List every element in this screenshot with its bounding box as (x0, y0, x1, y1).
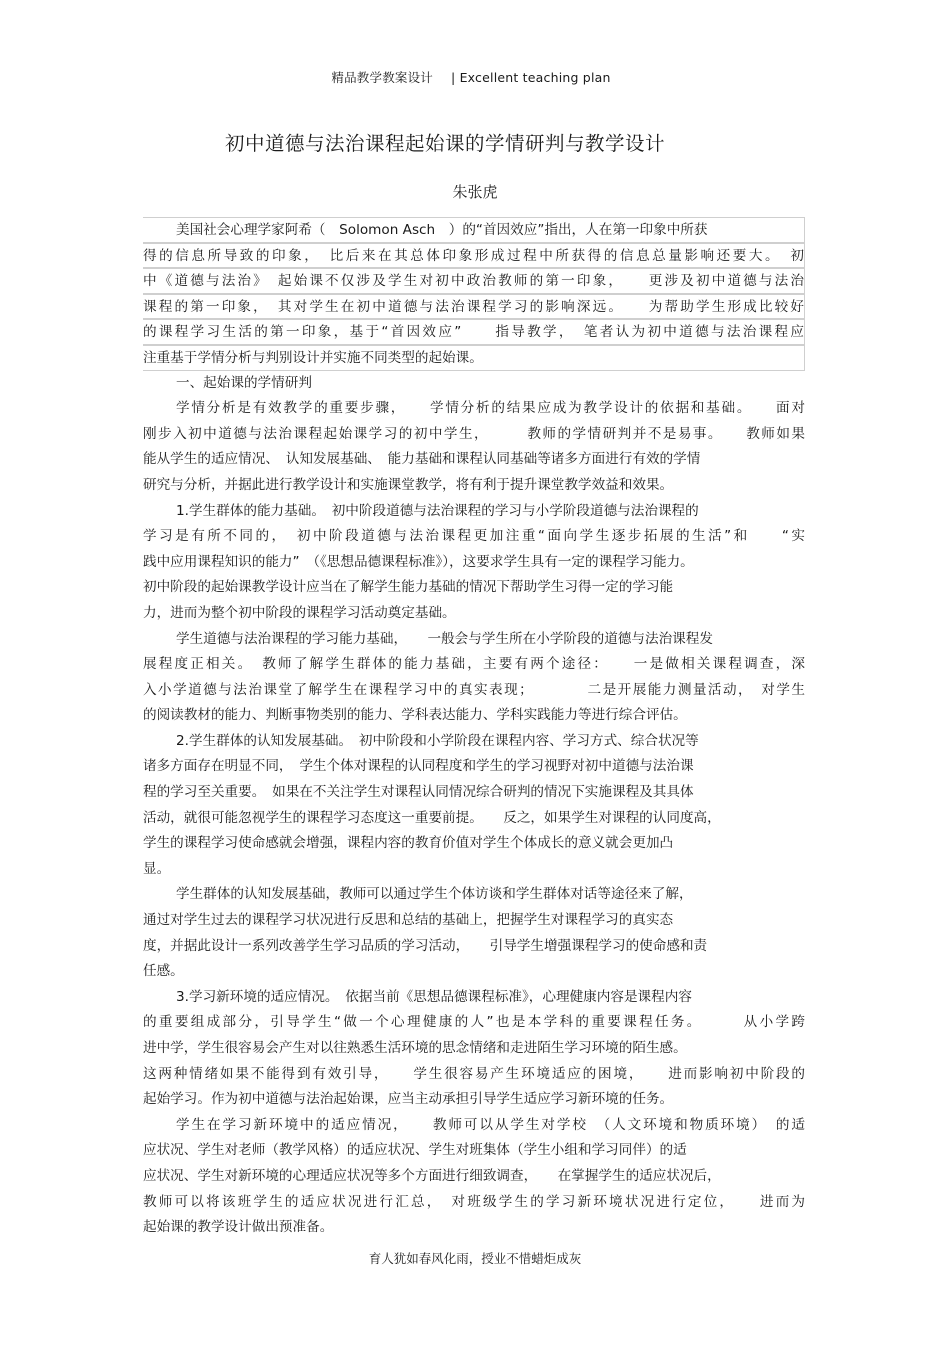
header-left-text: 精品教学教案设计 (331, 70, 433, 85)
text-line: 诸多方面存在明显不同， 学生个体对课程的认同程度和学生的学习视野对初中道德与法治课 (143, 758, 694, 775)
text-line: 3.学习新环境的适应情况。 依据当前《思想品德课程标准》，心理健康内容是课程内容 (176, 988, 692, 1005)
text-line: 1.学生群体的能力基础。 初中阶段道德与法治课程的学习与小学阶段道德与法治课程的 (176, 502, 699, 519)
text-line: 这两种情绪如果不能得到有效引导， 学生很容易产生环境适应的困境， 进而影响初中阶段的 (143, 1065, 805, 1082)
text-line: 入小学道德与法治课堂了解学生在课程学习中的真实表现； 二是开展能力测量活动， 对学生 (143, 681, 805, 698)
text-line: 通过对学生过去的课程学习状况进行反思和总结的基础上，把握学生对课程学习的真实态 (143, 912, 674, 929)
text-line: 程的学习至关重要。 如果在不关注学生对课程认同情况综合研判的情况下实施课程及其具体 (143, 784, 694, 801)
text-line: 注重基于学情分析与判别设计并实施不同类型的起始课。 (143, 345, 805, 371)
text-line: 教师可以将该班学生的适应状况进行汇总， 对班级学生的学习新环境状况进行定位， 进而为 (143, 1193, 805, 1210)
text-line: 美国社会心理学家阿希（ Solomon Asch ）的“首因效应”指出，人在第一印象中所获 (143, 217, 805, 243)
text-line: 的重要组成部分，引导学生“做一个心理健康的人”也是本学科的重要课程任务。 从小学跨 (143, 1014, 805, 1031)
text-line: 学生群体的认知发展基础，教师可以通过学生个体访谈和学生群体对话等途径来了解， (176, 886, 693, 903)
author-name: 朱张虎 (452, 183, 498, 201)
page-footer: 育人犹如春风化雨，授业不惜蜡炬成灰 (368, 1251, 582, 1266)
text-line: 度，并据此设计一系列改善学生学习品质的学习活动， 引导学生增强课程学习的使命感和责 (143, 937, 708, 954)
text-line: 应状况、学生对老师（教学风格）的适应状况、学生对班集体（学生小组和学习同伴）的适 (143, 1142, 687, 1159)
text-line: 践中应用课程知识的能力” （《思想品德课程标准》），这要求学生具有一定的课程学习能力。 (143, 553, 694, 570)
text-line: 得的信息所导致的印象， 比后来在其总体印象形成过程中所获得的信息总量影响还要大。 初 (143, 243, 805, 269)
text-line: 应状况、学生对新环境的心理适应状况等多个方面进行细致调查， 在掌握学生的适应状况后， (143, 1167, 721, 1184)
text-line: 起始课的教学设计做出预准备。 (143, 1219, 334, 1236)
document-title: 初中道德与法治课程起始课的学情研判与教学设计 (224, 132, 665, 155)
text-line: 课程的第一印象， 其对学生在初中道德与法治课程学习的影响深远。 为帮助学生形成比较好 (143, 294, 805, 320)
text-line: 的课程学习生活的第一印象，基于“首因效应” 指导教学， 笔者认为初中道德与法治课程应 (143, 319, 805, 345)
text-line: 研究与分析，并据此进行教学设计和实施课堂教学，将有利于提升课堂教学效益和效果。 (143, 476, 674, 493)
text-line: 2.学生群体的认知发展基础。 初中阶段和小学阶段在课程内容、学习方式、综合状况等 (176, 732, 699, 749)
text-line: 学习是有所不同的， 初中阶段道德与法治课程更加注重“面向学生逐步拓展的生活”和 “实 (143, 528, 805, 545)
text-line: 学生的课程学习使命感就会增强，课程内容的教育价值对学生个体成长的意义就会更加凸 (143, 835, 674, 852)
text-line: 力，进而为整个初中阶段的课程学习活动奠定基础。 (143, 604, 456, 621)
text-line: 展程度正相关。 教师了解学生群体的能力基础，主要有两个途径： 一是做相关课程调查，深 (143, 656, 805, 673)
text-line: 显。 (143, 860, 171, 877)
text-line: 学情分析是有效教学的重要步骤， 学情分析的结果应成为教学设计的依据和基础。 面对 (176, 400, 805, 417)
article-body (143, 217, 805, 1241)
text-line: 学生道德与法治课程的学习能力基础， 一般会与学生所在小学阶段的道德与法治课程发 (176, 630, 713, 647)
header-right-text: | Excellent teaching plan (451, 70, 611, 85)
page-header (0, 68, 950, 86)
text-line: 任感。 (143, 963, 184, 980)
text-line: 起始学习。作为初中道德与法治起始课，应当主动承担引导学生适应学习新环境的任务。 (143, 1091, 674, 1108)
text-line: 一、起始课的学情研判 (176, 374, 312, 391)
text-line: 初中阶段的起始课教学设计应当在了解学生能力基础的情况下帮助学生习得一定的学习能 (143, 579, 674, 596)
text-line: 能从学生的适应情况、 认知发展基础、 能力基础和课程认同基础等诸多方面进行有效的学情 (143, 451, 701, 468)
text-line: 中《道德与法治》 起始课不仅涉及学生对初中政治教师的第一印象， 更涉及初中道德与法治 (143, 268, 805, 294)
text-line: 活动，就很可能忽视学生的课程学习态度这一重要前提。 反之，如果学生对课程的认同度高， (143, 809, 721, 826)
text-line: 的阅读教材的能力、判断事物类别的能力、学科表达能力、学科实践能力等进行综合评估。 (143, 707, 687, 724)
text-line: 刚步入初中道德与法治课程起始课学习的初中学生， 教师的学情研判并不是易事。 教师如果 (143, 425, 805, 442)
text-line: 学生在学习新环境中的适应情况， 教师可以从学生对学校 （人文环境和物质环境） 的适 (176, 1116, 805, 1133)
text-line: 进中学，学生很容易会产生对以往熟悉生活环境的思念情绪和走进陌生学习环境的陌生感。 (143, 1040, 687, 1056)
